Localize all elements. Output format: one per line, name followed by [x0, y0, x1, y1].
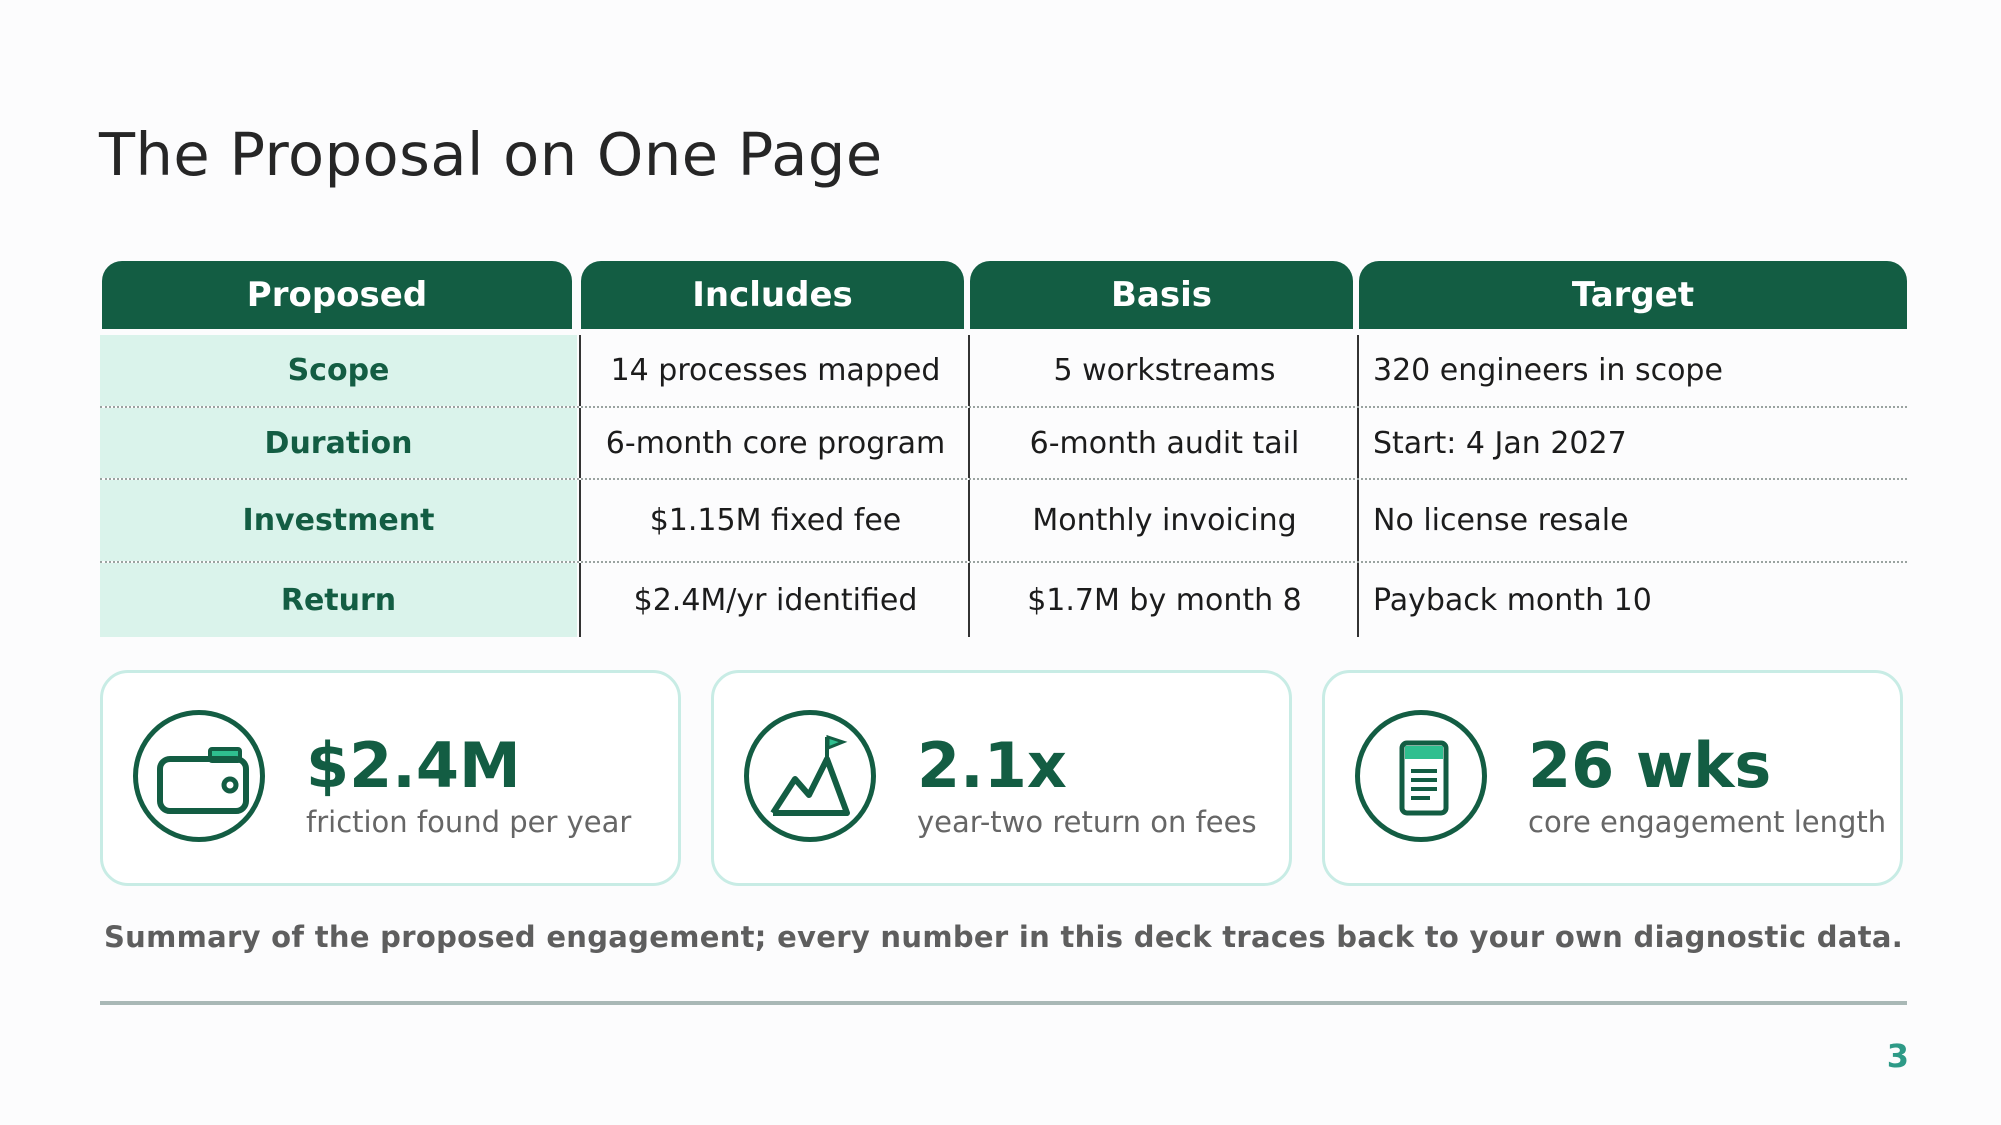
table-cell: No license resale: [1357, 480, 1907, 561]
row-label-return: Return: [100, 563, 577, 637]
wallet-icon: [133, 710, 265, 842]
table-cell: $2.4M/yr identified: [579, 563, 970, 637]
table-cell: 6-month core program: [579, 408, 970, 478]
kpi-value: $2.4M: [306, 729, 521, 802]
row-label-duration: Duration: [100, 408, 577, 478]
mountain-flag-icon: [744, 710, 876, 842]
kpi-label: friction found per year: [306, 805, 632, 839]
table-cell: Start: 4 Jan 2027: [1357, 408, 1907, 478]
page-number: 3: [1886, 1037, 1909, 1075]
table-row-investment: [100, 480, 1907, 563]
table-cell: 14 processes mapped: [579, 335, 970, 406]
table-cell: Monthly invoicing: [968, 480, 1359, 561]
kpi-label: core engagement length: [1528, 805, 1887, 839]
table-row-duration: [100, 408, 1907, 480]
table-header-target: Target: [1359, 261, 1907, 329]
summary-text: Summary of the proposed engagement; every number in this deck traces back to your own diagnostic data.: [103, 920, 1904, 954]
table-row-scope: [100, 335, 1907, 408]
row-label-investment: Investment: [100, 480, 577, 561]
footer-divider: [100, 1001, 1907, 1005]
kpi-card-return: [711, 670, 1292, 886]
slide-title: The Proposal on One Page: [99, 120, 883, 189]
kpi-label: year-two return on fees: [917, 805, 1257, 839]
table-header-basis: Basis: [970, 261, 1353, 329]
table-cell: 320 engineers in scope: [1357, 335, 1907, 406]
row-label-scope: Scope: [100, 335, 577, 406]
kpi-value: 2.1x: [917, 729, 1067, 802]
table-cell: $1.15M fixed fee: [579, 480, 970, 561]
kpi-value: 26 wks: [1528, 729, 1772, 802]
table-header-includes: Includes: [581, 261, 964, 329]
kpi-card-friction: [100, 670, 681, 886]
table-cell: 6-month audit tail: [968, 408, 1359, 478]
table-cell: 5 workstreams: [968, 335, 1359, 406]
table-cell: Payback month 10: [1357, 563, 1907, 637]
document-icon: [1355, 710, 1487, 842]
table-header-proposed: Proposed: [102, 261, 572, 329]
table-row-return: [100, 563, 1907, 637]
kpi-card-length: [1322, 670, 1903, 886]
table-cell: $1.7M by month 8: [968, 563, 1359, 637]
